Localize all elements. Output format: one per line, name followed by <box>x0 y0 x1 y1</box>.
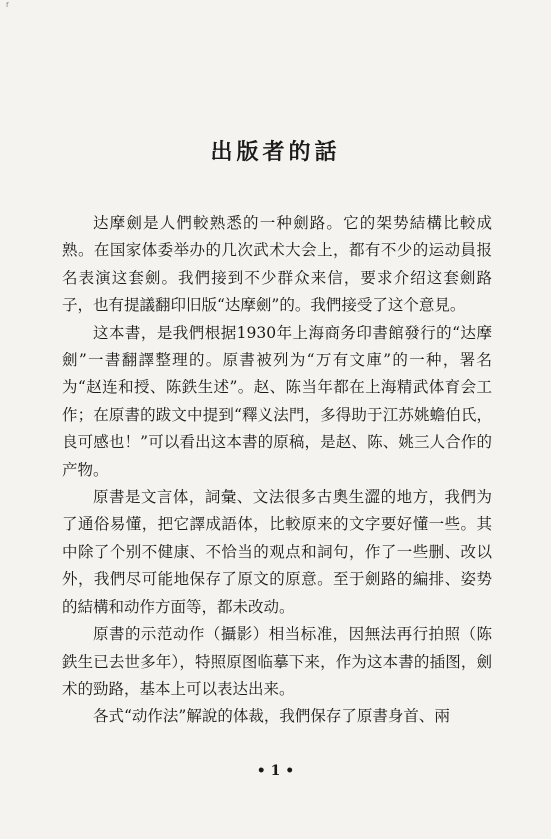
paragraph-4: 原書的示范动作（攝影）相当标准，因無法再行拍照（陈鉄生已去世多年），特照原图临摹下来，作为这本書的插图，劍术的勁路，基本上可以表达出来。 <box>62 625 492 698</box>
paragraph-1: 达摩劍是人們較熟悉的一种劍路。它的架势結構比較成熟。在国家体委举办的几次武术大会上，都有不少的运动員报名表演这套劍。我們接到不少群众来信，要求介绍这套劍路子，也有提議翻印旧版“达摩劍”的。我們接受了这个意見。 <box>62 214 492 315</box>
page-title: 出版者的話 <box>210 140 341 165</box>
paragraph-3: 原書是文言体，詞彙、文法很多古奧生澀的地方，我們为了通俗易懂，把它譯成語体，比較原来的文字要好懂一些。其中除了个别不健康、不恰当的观点和詞句，作了一些删、改以外，我們尽可能地保存了原文的原意。至于劍路的編排、姿势的結構和动作方面等，都未改动。 <box>62 488 492 616</box>
body-text <box>62 210 492 731</box>
paragraph-5: 各式“动作法”解說的体裁，我們保存了原書身首、兩 <box>93 707 450 726</box>
scan-mark: ᶠ <box>6 2 9 13</box>
page-number: • 1 • <box>256 763 295 779</box>
paragraph-2: 这本書，是我們根据1930年上海商务印書館發行的“达摩劍”一書翻譯整理的。原書被列为“万有文庫”的一种，署名为“赵连和授、陈鉄生述”。赵、陈当年都在上海精武体育会工作；在原書的跋文中提到“釋义法門，多得助于江苏姚蟾伯氏，良可感也！”可以看出这本書的原稿，是赵、陈、姚三人合作的产物。 <box>62 323 492 479</box>
